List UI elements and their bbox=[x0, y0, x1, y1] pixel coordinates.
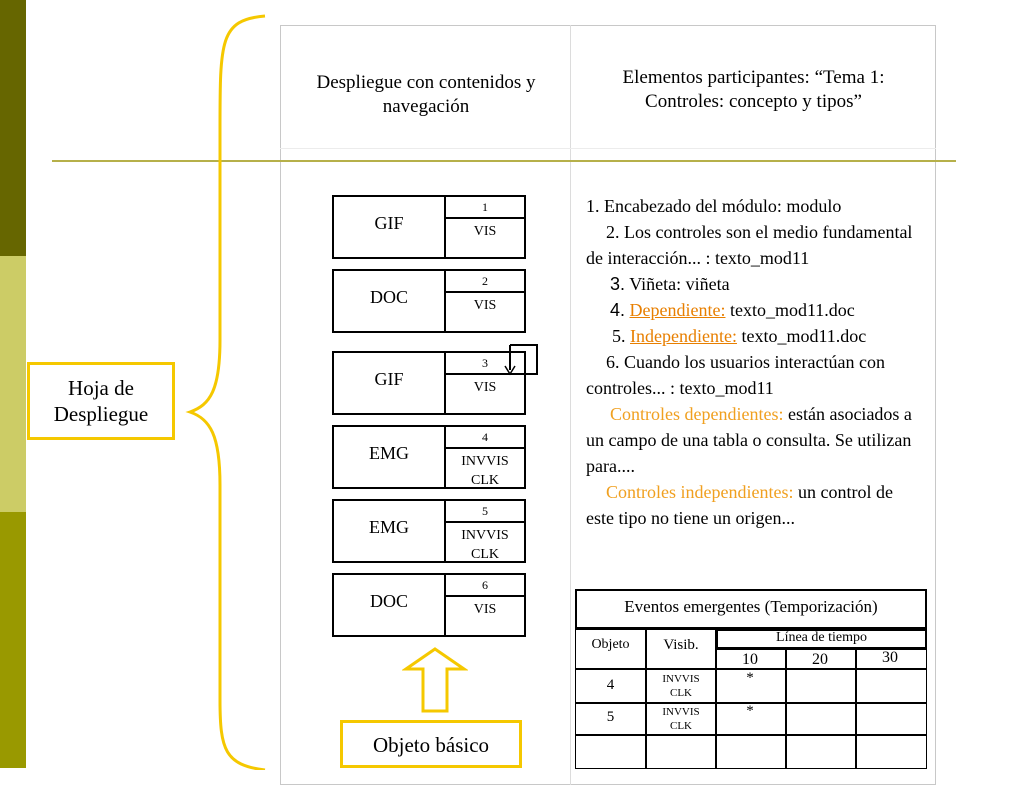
indep-label: Controles independientes: bbox=[606, 482, 794, 502]
header-left: Despliegue con contenidos y navegación bbox=[316, 72, 536, 117]
line-5-num: 5. bbox=[612, 326, 626, 346]
table-cell bbox=[856, 735, 927, 769]
table-cell bbox=[856, 703, 927, 735]
content-text bbox=[586, 193, 921, 531]
object-type: EMG bbox=[334, 501, 446, 561]
dep-text: están asociados a un campo de una tabla o consulta. Se utilizan para.... bbox=[586, 404, 912, 476]
object-number: 3 bbox=[446, 353, 524, 375]
line-4-text: texto_mod11.doc bbox=[725, 300, 855, 320]
events-title: Eventos emergentes (Temporización) bbox=[624, 597, 878, 616]
line-3-num: 3. bbox=[610, 274, 626, 294]
table-row bbox=[575, 735, 646, 769]
indep-text: un control de este tipo no tiene un origen... bbox=[586, 482, 893, 528]
row-mark: * bbox=[746, 670, 754, 686]
line-2 bbox=[586, 219, 921, 271]
row-vis: INVVIS CLK bbox=[662, 673, 700, 699]
object-number: 2 bbox=[446, 271, 524, 293]
line-5 bbox=[586, 323, 921, 349]
connector-bracket bbox=[500, 340, 544, 384]
object-type: EMG bbox=[334, 427, 446, 487]
object-box[interactable] bbox=[332, 499, 526, 563]
stripe-light bbox=[0, 256, 26, 512]
table-cell bbox=[786, 703, 856, 735]
object-box[interactable] bbox=[332, 425, 526, 489]
line-6 bbox=[586, 349, 921, 401]
line-1: 1. Encabezado del módulo: modulo bbox=[586, 196, 842, 216]
line-4 bbox=[586, 297, 921, 323]
object-visibility: VIS bbox=[473, 602, 497, 617]
line-5-text: texto_mod11.doc bbox=[736, 326, 867, 346]
row-obj: 4 bbox=[606, 677, 615, 693]
table-cell bbox=[856, 669, 927, 703]
table-cell bbox=[646, 735, 716, 769]
col-objeto: Objeto bbox=[591, 637, 630, 652]
table-row-divider bbox=[280, 148, 936, 149]
object-type: GIF bbox=[334, 353, 446, 413]
events-table bbox=[575, 589, 927, 779]
up-arrow-icon bbox=[402, 645, 468, 715]
tick-20: 20 bbox=[812, 651, 828, 668]
line-2-text: 2. Los controles son el medio fundamental de interacción... : texto_mod11 bbox=[586, 222, 913, 268]
row-mark: * bbox=[746, 703, 754, 719]
object-visibility: VIS bbox=[473, 224, 497, 239]
object-visibility: VIS bbox=[473, 380, 497, 395]
indep-paragraph bbox=[586, 479, 921, 531]
object-number: 6 bbox=[446, 575, 524, 597]
dep-label: Controles dependientes: bbox=[610, 404, 784, 424]
line-3-text: Viñeta: viñeta bbox=[629, 274, 730, 294]
objeto-basico-label: Objeto básico bbox=[340, 720, 522, 768]
col-timeline: Línea de tiempo bbox=[776, 630, 867, 645]
table-column-divider bbox=[570, 25, 571, 785]
dep-paragraph bbox=[586, 401, 921, 479]
object-number: 1 bbox=[446, 197, 524, 219]
row-vis: INVVIS CLK bbox=[662, 706, 700, 732]
object-box[interactable] bbox=[332, 351, 526, 415]
hoja-despliegue-label: Hoja de Despliegue bbox=[27, 362, 175, 440]
independiente-link[interactable]: Independiente: bbox=[630, 326, 737, 346]
object-box[interactable] bbox=[332, 269, 526, 333]
object-visibility: VIS bbox=[473, 298, 497, 313]
object-box[interactable] bbox=[332, 573, 526, 637]
object-type: DOC bbox=[334, 575, 446, 635]
table-cell bbox=[786, 735, 856, 769]
object-number: 5 bbox=[446, 501, 524, 523]
line-4-num: 4. bbox=[610, 300, 626, 320]
line-6-text: 6. Cuando los usuarios interactúan con controles... : texto_mod11 bbox=[586, 352, 885, 398]
dependiente-link[interactable]: Dependiente: bbox=[629, 300, 726, 320]
tick-10: 10 bbox=[742, 651, 758, 668]
stripe-mid bbox=[0, 512, 26, 768]
col-visib: Visib. bbox=[663, 637, 699, 653]
row-obj: 5 bbox=[606, 709, 615, 725]
table-cell bbox=[716, 735, 786, 769]
curly-brace bbox=[180, 10, 270, 770]
object-visibility: INVVIS CLK bbox=[461, 454, 509, 488]
object-type: GIF bbox=[334, 197, 446, 257]
stripe-dark bbox=[0, 0, 26, 256]
object-type: DOC bbox=[334, 271, 446, 331]
object-box[interactable] bbox=[332, 195, 526, 259]
object-visibility: INVVIS CLK bbox=[461, 528, 509, 562]
object-number: 4 bbox=[446, 427, 524, 449]
header-right: Elementos participantes: “Tema 1: Controles: concepto y tipos” bbox=[622, 67, 885, 112]
tick-30: 30 bbox=[882, 649, 898, 666]
table-cell bbox=[786, 669, 856, 703]
line-3 bbox=[586, 271, 921, 297]
